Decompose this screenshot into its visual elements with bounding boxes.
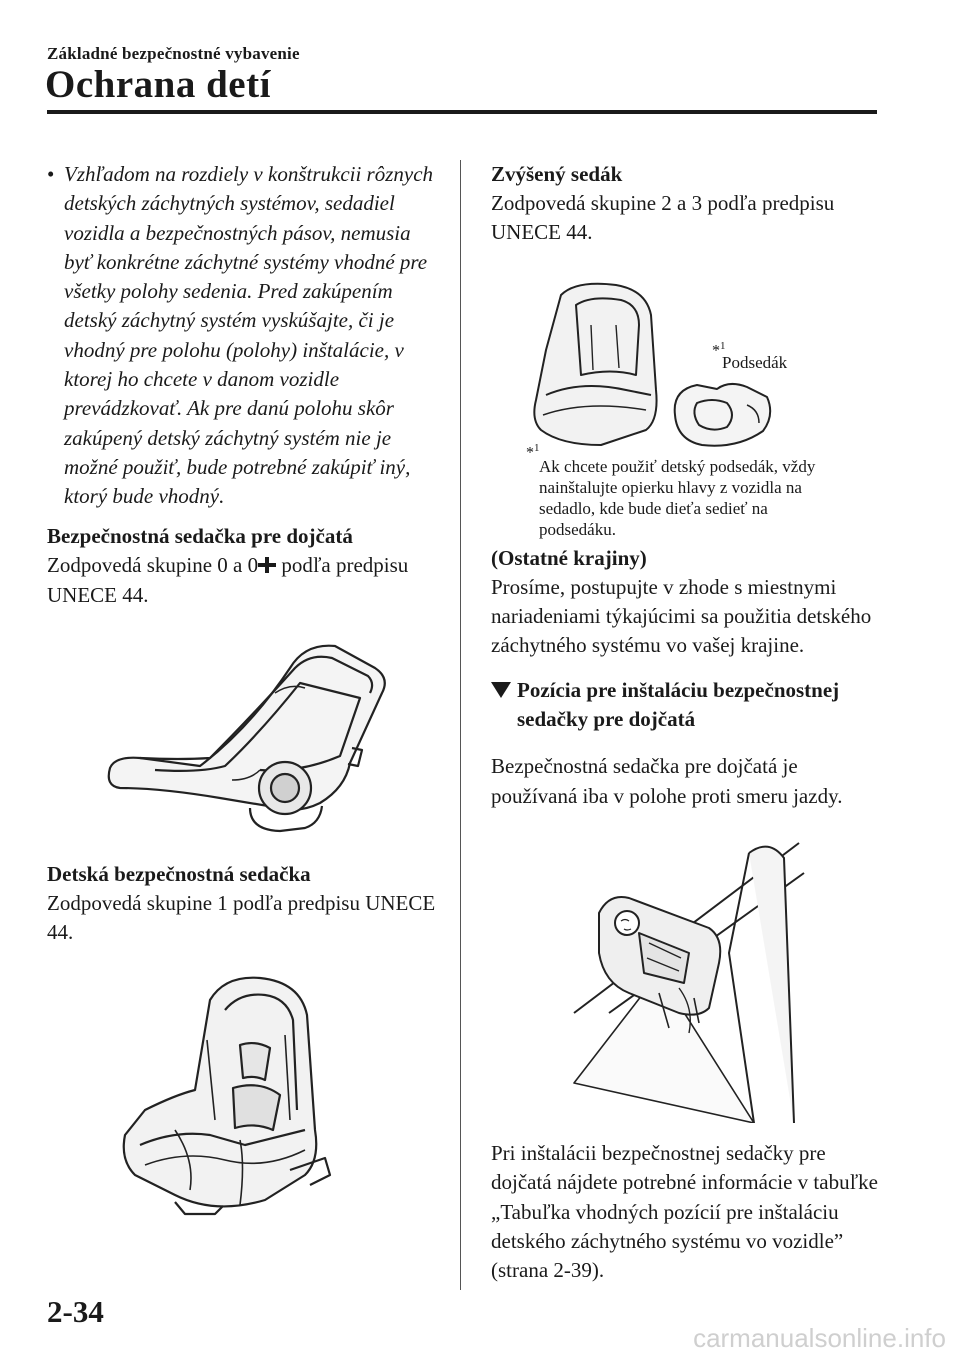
child-seat-heading: Detská bezpečnostná sedačka [47, 862, 311, 887]
booster-figure: *$^1$ Podsedák *$^1$ Ak chcete použiť detský podsedák, vždy nainštalujte opierku hlavy z vozidla na sedadlo, kde bude dieťa sedieť na podsedáku. [491, 262, 886, 522]
booster-footnote: Ak chcete použiť detský podsedák, vždy nainštalujte opierku hlavy z vozidla na sedadlo, kde bude dieťa sedieť na podsedáku. [539, 456, 816, 539]
child-seat-illustration [115, 970, 375, 1220]
booster-cushion-label: Podsedák [722, 352, 788, 372]
header-divider [47, 110, 877, 114]
booster-heading: Zvýšený sedák [491, 162, 623, 186]
triangle-down-icon [491, 682, 511, 698]
page-title: Ochrana detí [45, 63, 271, 106]
plus-icon [258, 552, 276, 581]
page-number: 2-34 [47, 1294, 104, 1329]
installation-subheading: Pozícia pre inštaláciu bezpečnostnej sedačky pre dojčatá [491, 676, 886, 734]
other-countries-heading: (Ostatné krajiny) [491, 545, 647, 570]
footnote-star: * [712, 341, 720, 359]
column-divider [460, 160, 461, 1290]
other-countries-text: Prosíme, postupujte v zhode s miestnymi nariadeniami týkajúcimi sa použitia detského záchytného systému vo vašej krajine. [491, 574, 872, 658]
watermark: carmanualsonline.info [693, 1323, 946, 1353]
left-column [47, 160, 442, 1220]
installation-reference-text: Pri inštalácii bezpečnostnej sedačky pre dojčatá nájdete potrebné informácie v tabuľke „Tabuľka vhodných pozícií pre inštaláciu detského záchytného systému vo vozidle” (strana 2-39). [491, 1141, 878, 1283]
compatibility-note [47, 160, 442, 512]
booster-text: Zodpovedá skupine 2 a 3 podľa predpisu UNECE 44. [491, 191, 835, 245]
section-label: Základné bezpečnostné vybavenie [47, 44, 300, 63]
infant-seat-illustration [100, 638, 390, 838]
installation-text: Bezpečnostná sedačka pre dojčatá je používaná iba v polohe proti smeru jazdy. [491, 754, 843, 808]
booster-seat-illustration [531, 280, 671, 450]
compatibility-note-text: Vzhľadom na rozdiely v konštrukcii rôznych detských záchytných systémov, sedadiel vozidla a bezpečnostných pásov, nemusia byť konkrétne záchytné systémy vhodné pre všetky polohy sedenia. Pred zakúpením detský záchytný systém vyskúšajte, či je vhodný pre polohu (polohy) inštalácie, v ktorej ho chcete v danom vozidle prevádzkovať. Ak pre danú polohu skôr zakúpený detský záchytný systém nie je možné použiť, bude potrebné zakúpiť iný, ktorý bude vhodný. [64, 162, 434, 509]
infant-seat-text: Zodpovedá skupine 0 a 0 podľa predpisu UNECE 44. [47, 552, 409, 607]
rear-facing-seat-illustration [569, 833, 809, 1123]
footnote-star: * [526, 443, 534, 461]
child-seat-text: Zodpovedá skupine 1 podľa predpisu UNECE 44. [47, 891, 436, 945]
bullet-icon: • [47, 162, 55, 186]
infant-seat-heading: Bezpečnostná sedačka pre dojčatá [47, 523, 353, 548]
right-column [491, 160, 886, 1286]
booster-cushion-illustration [667, 375, 777, 451]
